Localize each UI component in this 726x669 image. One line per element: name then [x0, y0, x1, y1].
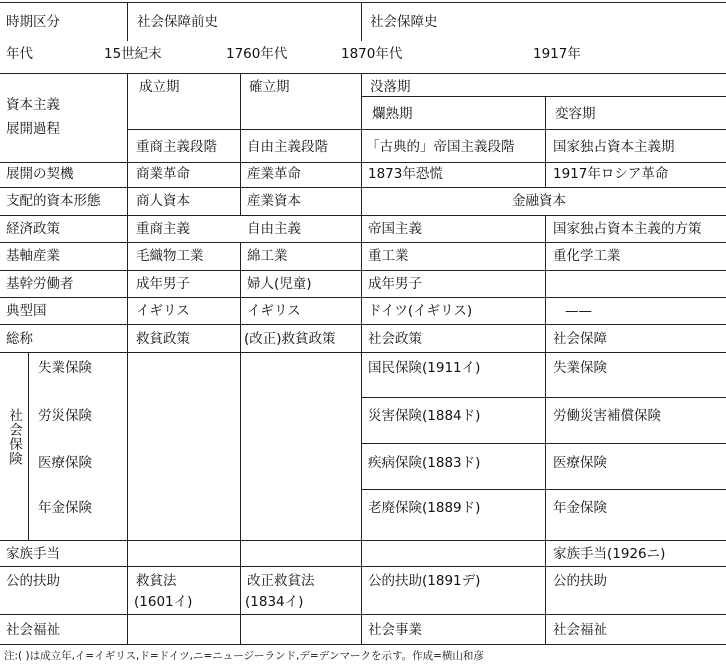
rule-row	[0, 242, 726, 243]
rule-row	[0, 540, 726, 541]
cell: 老廃保険(1889ド)	[368, 500, 481, 516]
cell: 国家独占資本主義的方策	[553, 221, 702, 237]
cell: 年金保険	[553, 500, 607, 516]
cell: 毛織物工業	[136, 248, 204, 264]
cell: 金融資本	[512, 193, 566, 209]
rule-top	[0, 2, 726, 3]
stage-row-label: 展開過程	[6, 121, 60, 137]
cell: イギリス	[247, 303, 301, 319]
rule-row	[0, 187, 726, 188]
cell: ドイツ(イギリス)	[368, 303, 473, 319]
rule-row	[0, 270, 726, 271]
cell: 帝国主義	[368, 221, 422, 237]
row-label: 総称	[6, 331, 33, 347]
insurance-label: 労災保険	[38, 408, 92, 424]
cell: 医療保険	[553, 455, 607, 471]
era-1870: 1870年代	[341, 46, 403, 62]
cell: 社会福祉	[553, 622, 607, 638]
rule-insurance	[361, 489, 726, 490]
cell: 救貧政策	[136, 331, 190, 347]
rule-col-c3	[361, 73, 362, 644]
cell: (1601イ)	[134, 594, 193, 610]
history-header: 社会保障史	[370, 14, 438, 30]
cell: ——	[565, 303, 592, 319]
stage-state-monopoly: 国家独占資本主義期	[553, 139, 675, 155]
cell: 重工業	[368, 248, 409, 264]
cell: 公的扶助	[553, 573, 607, 589]
rule-row	[0, 297, 726, 298]
rule-row	[0, 566, 726, 567]
era-15c: 15世紀末	[104, 46, 162, 62]
cell: 商業革命	[136, 166, 190, 182]
cell: 重化学工業	[553, 248, 621, 264]
stage-establishment: 確立期	[249, 79, 290, 95]
rule-bottom	[0, 644, 726, 645]
cell: 自由主義	[247, 221, 301, 237]
rule-col-c4	[545, 96, 546, 187]
social-insurance-group-label: 社会保険	[6, 408, 22, 466]
cell: 社会保障	[553, 331, 607, 347]
cell: 成年男子	[136, 276, 190, 292]
cell: 社会事業	[368, 622, 422, 638]
rule-after-stage	[0, 162, 726, 163]
row-label: 経済政策	[6, 221, 60, 237]
period-label: 時期区分	[6, 14, 60, 30]
cell: (改正)救貧政策	[244, 331, 336, 347]
era-1917: 1917年	[533, 46, 581, 62]
rule-stage-sub	[127, 129, 726, 130]
row-label: 支配的資本形態	[6, 193, 101, 209]
rule-col-c2	[240, 73, 241, 215]
stage-imperialism: 「古典的」帝国主義段階	[366, 139, 515, 155]
stage-transformation: 変容期	[555, 106, 596, 122]
row-label: 基軸産業	[6, 248, 60, 264]
rule-col-label	[127, 2, 128, 41]
stage-decline: 没落期	[370, 79, 411, 95]
cell: (1834イ)	[245, 594, 304, 610]
stage-formation: 成立期	[139, 79, 180, 95]
cell: 失業保険	[553, 360, 607, 376]
rule-row	[0, 324, 726, 325]
cell: 社会政策	[368, 331, 422, 347]
cell: 成年男子	[368, 276, 422, 292]
rule-row	[0, 352, 726, 353]
cell: 改正救貧法	[247, 573, 315, 589]
rule-stage-mid	[361, 96, 726, 97]
footnote: 注:( )は成立年,イ=イギリス,ド=ドイツ,ニ=ニュージーランド,デ=デンマークを示す。作成=横山和彦	[4, 650, 484, 662]
stage-ripe: 爛熟期	[372, 106, 413, 122]
cell: 商人資本	[136, 193, 190, 209]
cell: 産業革命	[247, 166, 301, 182]
row-label: 展開の契機	[6, 166, 74, 182]
cell: 1917年ロシア革命	[553, 166, 669, 182]
rule-col-c2	[240, 242, 241, 644]
era-label: 年代	[6, 46, 33, 62]
cell: 公的扶助(1891デ)	[368, 573, 481, 589]
row-label: 基幹労働者	[6, 276, 74, 292]
stage-mercantilism: 重商主義段階	[136, 139, 217, 155]
cell: 国民保険(1911イ)	[368, 360, 481, 376]
cell: 疾病保険(1883ド)	[368, 455, 481, 471]
cell: 1873年恐慌	[368, 166, 443, 182]
cell: 婦人(児童)	[247, 276, 312, 292]
rule-insurance	[361, 397, 726, 398]
stage-row-label: 資本主義	[6, 97, 60, 113]
row-label: 公的扶助	[6, 573, 60, 589]
rule-insurance-group	[28, 352, 29, 540]
cell: 災害保険(1884ド)	[368, 408, 481, 424]
cell: 労働災害補償保険	[553, 408, 661, 424]
cell: 家族手当(1926ニ)	[553, 546, 666, 562]
cell: 産業資本	[247, 193, 301, 209]
cell: 救貧法	[136, 573, 177, 589]
cell: イギリス	[136, 303, 190, 319]
rule-col-history	[361, 2, 362, 41]
cell: 綿工業	[247, 248, 288, 264]
stage-liberalism: 自由主義段階	[247, 139, 328, 155]
rule-col-c4	[545, 215, 546, 644]
pre-history-header: 社会保障前史	[137, 14, 218, 30]
row-label: 家族手当	[6, 546, 60, 562]
rule-row	[0, 215, 726, 216]
row-label: 社会福祉	[6, 622, 60, 638]
insurance-label: 医療保険	[38, 455, 92, 471]
cell: 重商主義	[136, 221, 190, 237]
rule-insurance	[361, 443, 726, 444]
rule-col-label	[127, 73, 128, 644]
rule-after-era	[0, 73, 726, 74]
insurance-label: 失業保険	[38, 360, 92, 376]
era-1760: 1760年代	[226, 46, 288, 62]
row-label: 典型国	[6, 303, 47, 319]
insurance-label: 年金保険	[38, 500, 92, 516]
rule-row	[0, 614, 726, 615]
